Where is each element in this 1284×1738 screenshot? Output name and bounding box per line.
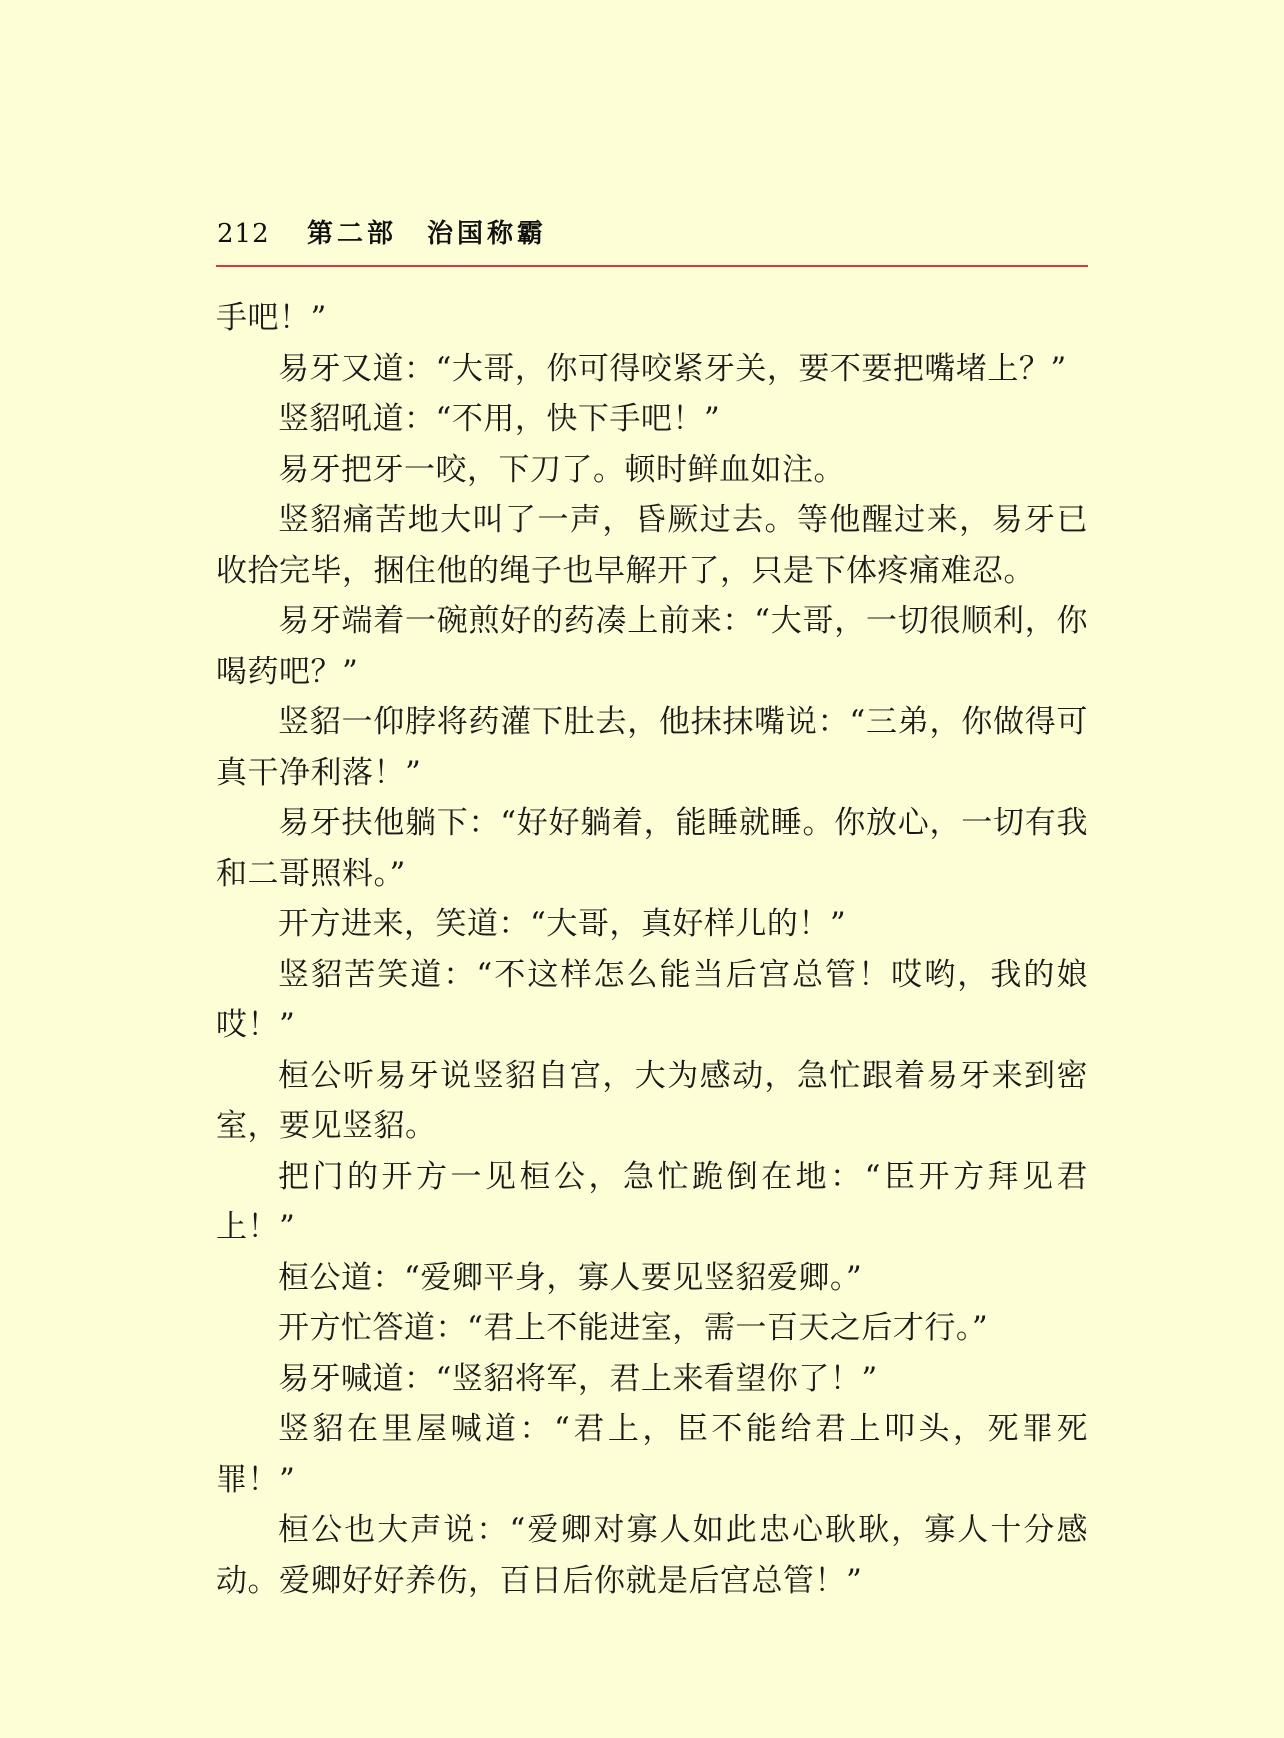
paragraph: 竖貂痛苦地大叫了一声，昏厥过去。等他醒过来，易牙已收拾完毕，捆住他的绳子也早解开了，只是下体疼痛难忍。: [216, 502, 1088, 589]
paragraph: 开方进来，笑道：“大哥，真好样儿的！”: [278, 906, 847, 942]
paragraph: 易牙扶他躺下：“好好躺着，能睡就睡。你放心，一切有我和二哥照料。”: [216, 805, 1088, 892]
page-number: 212: [217, 219, 270, 249]
paragraph: 易牙把牙一咬，下刀了。顿时鲜血如注。: [278, 451, 845, 488]
header-rule: [216, 265, 1088, 267]
paragraph: 易牙又道：“大哥，你可得咬紧牙关，要不要把嘴堵上？”: [278, 350, 1067, 387]
chapter-title: 治国称霸: [427, 219, 548, 249]
paragraph: 竖貂在里屋喊道：“君上，臣不能给君上叩头，死罪死罪！”: [216, 1411, 1088, 1498]
paragraph: 竖貂一仰脖将药灌下肚去，他抹抹嘴说：“三弟，你做得可真干净利落！”: [216, 704, 1088, 791]
paragraph: 竖貂吼道：“不用，快下手吧！”: [278, 401, 721, 437]
body-text: [216, 293, 1088, 1606]
paragraph: 易牙端着一碗煎好的药凑上前来：“大哥，一切很顺利，你喝药吧？”: [216, 603, 1088, 690]
part-title: 第二部: [307, 219, 398, 249]
paragraph: 桓公道：“爱卿平身，寡人要见竖貂爱卿。”: [278, 1259, 863, 1296]
paragraph: 桓公听易牙说竖貂自宫，大为感动，急忙跟着易牙来到密室，要见竖貂。: [216, 1057, 1088, 1144]
paragraph: 手吧！”: [216, 300, 327, 336]
paragraph: 桓公也大声说：“爱卿对寡人如此忠心耿耿，寡人十分感动。爱卿好好养伤，百日后你就是后宫总管！”: [216, 1512, 1088, 1599]
paragraph: 开方忙答道：“君上不能进室，需一百天之后才行。”: [278, 1310, 989, 1346]
paragraph: 把门的开方一见桓公，急忙跪倒在地：“臣开方拜见君上！”: [216, 1158, 1088, 1245]
running-head: [217, 213, 1087, 255]
paragraph: 竖貂苦笑道：“不这样怎么能当后宫总管！哎哟，我的娘哎！”: [216, 956, 1088, 1043]
paragraph: 易牙喊道：“竖貂将军，君上来看望你了！”: [278, 1360, 878, 1397]
